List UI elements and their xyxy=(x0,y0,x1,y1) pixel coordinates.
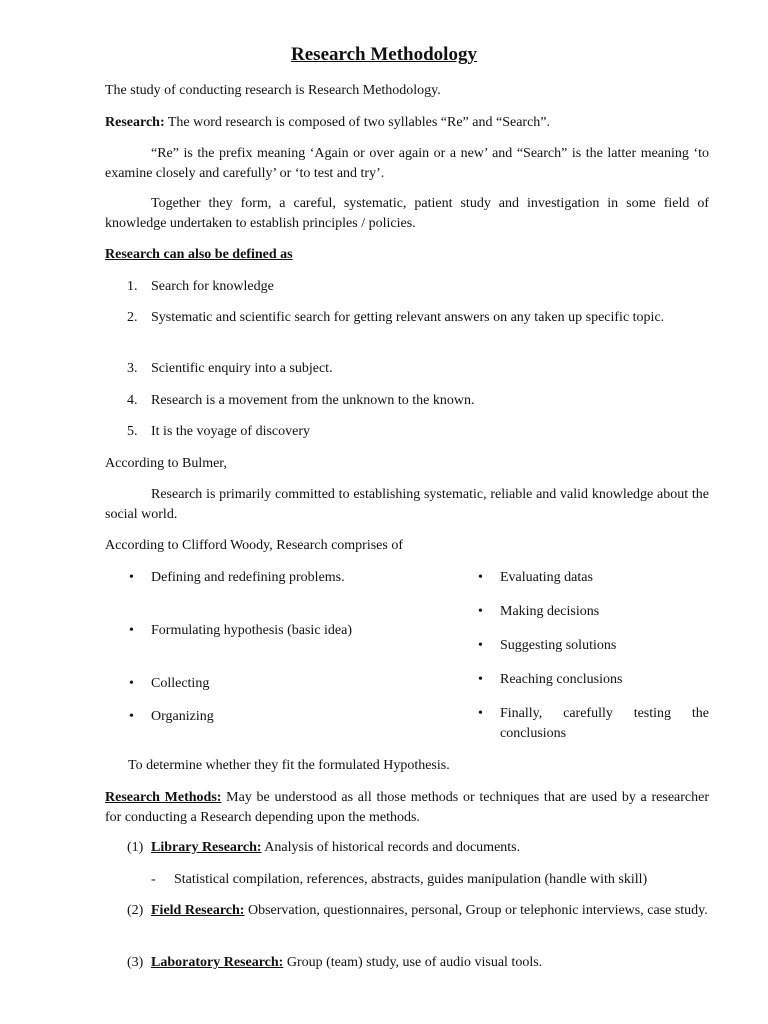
method-number: (2) xyxy=(127,903,144,918)
woody-intro: According to Clifford Woody, Research comprises of xyxy=(105,538,403,553)
method-item-field: Field Research: Observation, questionnaires, personal, Group or telephonic interviews, case study. xyxy=(151,903,708,918)
research-label: Research: xyxy=(105,115,165,130)
bullet-icon: • xyxy=(478,570,483,585)
definition-number: 1. xyxy=(127,279,138,294)
definition-item: It is the voyage of discovery xyxy=(151,424,311,439)
woody-right-item: Evaluating datas xyxy=(500,570,593,585)
together-paragraph: Together they form, a careful, systematic, patient study and investigation in some field of knowledge undertaken to establish principles / policies. xyxy=(105,196,709,231)
bullet-icon: • xyxy=(129,570,134,585)
re-paragraph: “Re” is the prefix meaning ‘Again or over again or a new’ and “Search” is the latter meaning ‘to examine closely and carefully’ or ‘to test and try’. xyxy=(105,146,709,181)
intro-paragraph: The study of conducting research is Research Methodology. xyxy=(105,83,441,98)
method-number: (3) xyxy=(127,955,144,970)
definition-number: 5. xyxy=(127,424,138,439)
defined-heading: Research can also be defined as xyxy=(105,247,293,262)
library-sub-item: Statistical compilation, references, abstracts, guides manipulation (handle with skill) xyxy=(174,872,648,887)
dash-marker: - xyxy=(151,872,156,887)
method-item-library: Library Research: Analysis of historical records and documents. xyxy=(151,840,521,855)
method-item-laboratory: Laboratory Research: Group (team) study, use of audio visual tools. xyxy=(151,955,543,970)
definition-item: Search for knowledge xyxy=(151,279,274,294)
woody-left-item: Collecting xyxy=(151,676,210,691)
woody-right-item: Making decisions xyxy=(500,604,600,619)
bullet-icon: • xyxy=(129,623,134,638)
definition-item: Systematic and scientific search for getting relevant answers on any taken up specific topic. xyxy=(151,310,665,325)
hypothesis-line: To determine whether they fit the formulated Hypothesis. xyxy=(128,758,450,773)
methods-label: Research Methods: xyxy=(105,790,222,805)
definition-item: Scientific enquiry into a subject. xyxy=(151,361,333,376)
definition-number: 2. xyxy=(127,310,138,325)
bullet-icon: • xyxy=(478,672,483,687)
definition-number: 4. xyxy=(127,393,138,408)
woody-right-item: Suggesting solutions xyxy=(500,638,617,653)
woody-right-item: Reaching conclusions xyxy=(500,672,623,687)
woody-left-item: Defining and redefining problems. xyxy=(151,570,345,585)
research-definition-paragraph xyxy=(105,113,709,133)
woody-right-item: Finally, carefully testing the conclusions xyxy=(500,706,709,741)
woody-left-item: Organizing xyxy=(151,709,214,724)
page-title: Research Methodology xyxy=(291,44,477,65)
bullet-icon: • xyxy=(129,709,134,724)
bulmer-quote: Research is primarily committed to establishing systematic, reliable and valid knowledge about the social world. xyxy=(105,487,709,522)
methods-paragraph xyxy=(105,788,709,827)
definition-number: 3. xyxy=(127,361,138,376)
method-number: (1) xyxy=(127,840,144,855)
woody-left-item: Formulating hypothesis (basic idea) xyxy=(151,623,353,638)
bullet-icon: • xyxy=(478,638,483,653)
bullet-icon: • xyxy=(129,676,134,691)
bulmer-intro: According to Bulmer, xyxy=(105,456,227,471)
bullet-icon: • xyxy=(478,604,483,619)
research-text: The word research is composed of two syllables “Re” and “Search”. xyxy=(164,115,550,130)
methods-text: May be understood as all those methods or techniques that are used by a researcher for conducting a Research depending upon the methods. xyxy=(105,790,709,825)
definition-item: Research is a movement from the unknown to the known. xyxy=(151,393,475,408)
bullet-icon: • xyxy=(478,706,483,721)
